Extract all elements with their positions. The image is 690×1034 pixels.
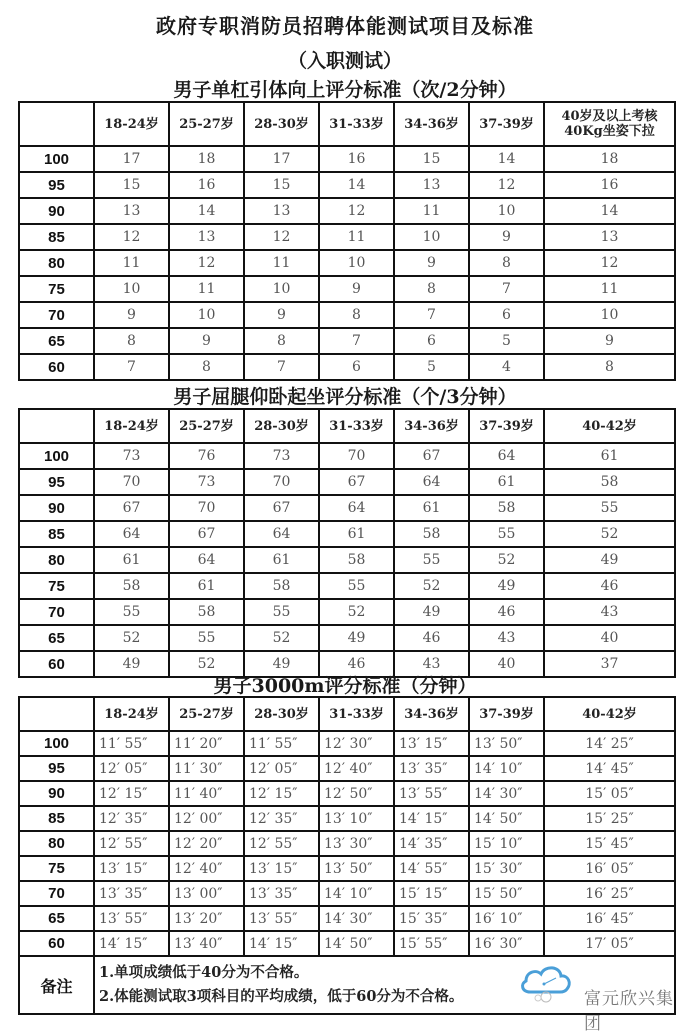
- table-row: [19, 250, 675, 276]
- table-header-row: [19, 102, 675, 146]
- value-cell: 15′ 25″: [544, 806, 675, 831]
- header-cell: 18-24岁: [94, 102, 169, 146]
- value-cell: 13: [544, 224, 675, 250]
- table-row: [19, 731, 675, 756]
- value-cell: 49: [394, 599, 469, 625]
- run3000-table-title: 男子3000m评分标准（分钟）: [213, 675, 477, 697]
- value-cell: 8: [544, 354, 675, 380]
- value-cell: 14′ 30″: [469, 781, 544, 806]
- value-cell: 12′ 55″: [244, 831, 319, 856]
- score-cell: 65: [19, 906, 94, 931]
- value-cell: 15: [244, 172, 319, 198]
- value-cell: 12: [169, 250, 244, 276]
- value-cell: 46: [469, 599, 544, 625]
- situp-standards-table: [18, 408, 676, 678]
- value-cell: 8: [394, 276, 469, 302]
- header-cell: 18-24岁: [94, 409, 169, 443]
- value-cell: 61: [544, 443, 675, 469]
- value-cell: 14′ 15″: [94, 931, 169, 956]
- value-cell: 11′ 55″: [94, 731, 169, 756]
- value-cell: 55: [469, 521, 544, 547]
- value-cell: 7: [394, 302, 469, 328]
- header-cell: 25-27岁: [169, 102, 244, 146]
- score-cell: 95: [19, 756, 94, 781]
- value-cell: 4: [469, 354, 544, 380]
- header-cell: 28-30岁: [244, 697, 319, 731]
- value-cell: 14′ 50″: [319, 931, 394, 956]
- value-cell: 73: [169, 469, 244, 495]
- value-cell: 13′ 10″: [319, 806, 394, 831]
- value-cell: 16′ 45″: [544, 906, 675, 931]
- table-row: [19, 276, 675, 302]
- header-cell: 34-36岁: [394, 697, 469, 731]
- score-cell: 100: [19, 443, 94, 469]
- value-cell: 37: [544, 651, 675, 677]
- value-cell: 67: [319, 469, 394, 495]
- header-cell: 40-42岁: [544, 409, 675, 443]
- value-cell: 64: [319, 495, 394, 521]
- value-cell: 11: [169, 276, 244, 302]
- value-cell: 8: [319, 302, 394, 328]
- header-cell: 25-27岁: [169, 697, 244, 731]
- note-item: 2.体能测试取3项科目的平均成绩，低于60分为不合格。: [99, 988, 464, 1005]
- score-cell: 85: [19, 806, 94, 831]
- value-cell: 12′ 15″: [94, 781, 169, 806]
- value-cell: 11: [94, 250, 169, 276]
- value-cell: 16: [169, 172, 244, 198]
- value-cell: 12: [94, 224, 169, 250]
- score-cell: 90: [19, 495, 94, 521]
- value-cell: 11′ 20″: [169, 731, 244, 756]
- value-cell: 49: [319, 625, 394, 651]
- value-cell: 58: [169, 599, 244, 625]
- value-cell: 58: [244, 573, 319, 599]
- value-cell: 12′ 05″: [244, 756, 319, 781]
- value-cell: 16′ 30″: [469, 931, 544, 956]
- value-cell: 13: [394, 172, 469, 198]
- table-row: [19, 756, 675, 781]
- table-row: [19, 495, 675, 521]
- table-row: [19, 224, 675, 250]
- value-cell: 55: [544, 495, 675, 521]
- score-cell: 85: [19, 224, 94, 250]
- value-cell: 40: [544, 625, 675, 651]
- table-row: [19, 172, 675, 198]
- value-cell: 64: [469, 443, 544, 469]
- value-cell: 11: [544, 276, 675, 302]
- value-cell: 13′ 40″: [169, 931, 244, 956]
- value-cell: 16: [319, 146, 394, 172]
- value-cell: 14: [319, 172, 394, 198]
- value-cell: 55: [319, 573, 394, 599]
- value-cell: 14′ 35″: [394, 831, 469, 856]
- header-cell-empty: [19, 697, 94, 731]
- value-cell: 7: [319, 328, 394, 354]
- header-cell-40plus: [544, 102, 675, 146]
- table-row: [19, 302, 675, 328]
- value-cell: 52: [319, 599, 394, 625]
- score-cell: 80: [19, 547, 94, 573]
- value-cell: 67: [394, 443, 469, 469]
- score-cell: 60: [19, 354, 94, 380]
- value-cell: 70: [169, 495, 244, 521]
- value-cell: 9: [94, 302, 169, 328]
- value-cell: 58: [544, 469, 675, 495]
- header-cell: 28-30岁: [244, 409, 319, 443]
- value-cell: 46: [394, 625, 469, 651]
- value-cell: 76: [169, 443, 244, 469]
- score-cell: 75: [19, 276, 94, 302]
- value-cell: 55: [394, 547, 469, 573]
- value-cell: 13′ 35″: [94, 881, 169, 906]
- value-cell: 15′ 10″: [469, 831, 544, 856]
- header-cell: 31-33岁: [319, 697, 394, 731]
- value-cell: 15′ 50″: [469, 881, 544, 906]
- value-cell: 13′ 50″: [319, 856, 394, 881]
- value-cell: 14: [169, 198, 244, 224]
- score-cell: 100: [19, 146, 94, 172]
- table-row: [19, 931, 675, 956]
- value-cell: 73: [94, 443, 169, 469]
- header-cell: 25-27岁: [169, 409, 244, 443]
- notes-label: 备注: [19, 956, 94, 1014]
- value-cell: 61: [94, 547, 169, 573]
- table-row: [19, 198, 675, 224]
- value-cell: 12′ 50″: [319, 781, 394, 806]
- value-cell: 14′ 15″: [244, 931, 319, 956]
- value-cell: 70: [244, 469, 319, 495]
- value-cell: 17′ 05″: [544, 931, 675, 956]
- value-cell: 16′ 25″: [544, 881, 675, 906]
- cloud-logo-icon: [516, 962, 580, 1008]
- value-cell: 14′ 55″: [394, 856, 469, 881]
- value-cell: 13′ 15″: [394, 731, 469, 756]
- value-cell: 5: [469, 328, 544, 354]
- value-cell: 12′ 35″: [244, 806, 319, 831]
- value-cell: 15′ 30″: [469, 856, 544, 881]
- table-header-row: [19, 697, 675, 731]
- score-cell: 80: [19, 831, 94, 856]
- situp-table-title: 男子屈腿仰卧起坐评分标准（个/3分钟）: [173, 386, 517, 408]
- value-cell: 12′ 35″: [94, 806, 169, 831]
- value-cell: 73: [244, 443, 319, 469]
- table-row: [19, 547, 675, 573]
- value-cell: 52: [169, 651, 244, 677]
- table-row: [19, 443, 675, 469]
- table-row: [19, 625, 675, 651]
- value-cell: 16′ 10″: [469, 906, 544, 931]
- header-cell-empty: [19, 102, 94, 146]
- value-cell: 70: [94, 469, 169, 495]
- value-cell: 12: [544, 250, 675, 276]
- score-cell: 70: [19, 599, 94, 625]
- pullup-table-title: 男子单杠引体向上评分标准（次/2分钟）: [173, 79, 517, 101]
- value-cell: 13: [169, 224, 244, 250]
- watermark-text: 富元欣兴集团: [584, 989, 674, 1034]
- value-cell: 10: [469, 198, 544, 224]
- value-cell: 7: [244, 354, 319, 380]
- value-cell: 15: [394, 146, 469, 172]
- value-cell: 7: [469, 276, 544, 302]
- watermark: [516, 962, 676, 1034]
- value-cell: 14: [544, 198, 675, 224]
- value-cell: 52: [544, 521, 675, 547]
- header-cell: 40-42岁: [544, 697, 675, 731]
- value-cell: 18: [544, 146, 675, 172]
- value-cell: 15′ 15″: [394, 881, 469, 906]
- table-row: [19, 146, 675, 172]
- value-cell: 16′ 05″: [544, 856, 675, 881]
- value-cell: 52: [469, 547, 544, 573]
- value-cell: 15′ 35″: [394, 906, 469, 931]
- value-cell: 16: [544, 172, 675, 198]
- value-cell: 58: [394, 521, 469, 547]
- value-cell: 8: [469, 250, 544, 276]
- document-title: 政府专职消防员招聘体能测试项目及标准: [156, 14, 534, 38]
- value-cell: 14′ 10″: [469, 756, 544, 781]
- value-cell: 61: [169, 573, 244, 599]
- value-cell: 52: [94, 625, 169, 651]
- value-cell: 8: [169, 354, 244, 380]
- value-cell: 10: [244, 276, 319, 302]
- value-cell: 55: [94, 599, 169, 625]
- value-cell: 10: [94, 276, 169, 302]
- value-cell: 13′ 55″: [94, 906, 169, 931]
- value-cell: 11: [244, 250, 319, 276]
- note-item: 1.单项成绩低于40分为不合格。: [99, 964, 309, 981]
- table-row: [19, 881, 675, 906]
- value-cell: 13′ 35″: [394, 756, 469, 781]
- value-cell: 10: [319, 250, 394, 276]
- value-cell: 12′ 05″: [94, 756, 169, 781]
- value-cell: 18: [169, 146, 244, 172]
- value-cell: 12′ 55″: [94, 831, 169, 856]
- value-cell: 14′ 10″: [319, 881, 394, 906]
- header-cell: 34-36岁: [394, 102, 469, 146]
- value-cell: 61: [319, 521, 394, 547]
- value-cell: 8: [244, 328, 319, 354]
- value-cell: 5: [394, 354, 469, 380]
- value-cell: 11′ 30″: [169, 756, 244, 781]
- table-row: [19, 354, 675, 380]
- value-cell: 12: [319, 198, 394, 224]
- value-cell: 64: [244, 521, 319, 547]
- value-cell: 49: [544, 547, 675, 573]
- table-row: [19, 831, 675, 856]
- document-subtitle: （入职测试）: [287, 50, 402, 72]
- score-cell: 100: [19, 731, 94, 756]
- value-cell: 43: [544, 599, 675, 625]
- table-header-row: [19, 409, 675, 443]
- value-cell: 10: [544, 302, 675, 328]
- value-cell: 13′ 20″: [169, 906, 244, 931]
- value-cell: 6: [319, 354, 394, 380]
- value-cell: 12′ 30″: [319, 731, 394, 756]
- score-cell: 65: [19, 328, 94, 354]
- value-cell: 64: [169, 547, 244, 573]
- header-cell: 31-33岁: [319, 102, 394, 146]
- value-cell: 43: [394, 651, 469, 677]
- value-cell: 64: [94, 521, 169, 547]
- value-cell: 49: [244, 651, 319, 677]
- value-cell: 17: [244, 146, 319, 172]
- score-cell: 75: [19, 573, 94, 599]
- header-cell: 31-33岁: [319, 409, 394, 443]
- header-line: 40岁及以上考核: [561, 109, 658, 124]
- value-cell: 9: [544, 328, 675, 354]
- score-cell: 60: [19, 651, 94, 677]
- header-cell: 28-30岁: [244, 102, 319, 146]
- value-cell: 67: [244, 495, 319, 521]
- value-cell: 40: [469, 651, 544, 677]
- header-cell: 18-24岁: [94, 697, 169, 731]
- value-cell: 13: [244, 198, 319, 224]
- value-cell: 61: [244, 547, 319, 573]
- score-cell: 80: [19, 250, 94, 276]
- value-cell: 8: [94, 328, 169, 354]
- value-cell: 14: [469, 146, 544, 172]
- table-row: [19, 573, 675, 599]
- value-cell: 6: [469, 302, 544, 328]
- value-cell: 43: [469, 625, 544, 651]
- table-row: [19, 806, 675, 831]
- value-cell: 13′ 35″: [244, 881, 319, 906]
- value-cell: 6: [394, 328, 469, 354]
- header-cell: 37-39岁: [469, 697, 544, 731]
- value-cell: 11′ 40″: [169, 781, 244, 806]
- value-cell: 13′ 00″: [169, 881, 244, 906]
- value-cell: 58: [94, 573, 169, 599]
- score-cell: 75: [19, 856, 94, 881]
- value-cell: 10: [394, 224, 469, 250]
- value-cell: 52: [394, 573, 469, 599]
- table-row: [19, 469, 675, 495]
- value-cell: 15′ 45″: [544, 831, 675, 856]
- value-cell: 49: [469, 573, 544, 599]
- value-cell: 9: [244, 302, 319, 328]
- score-cell: 85: [19, 521, 94, 547]
- header-cell: 34-36岁: [394, 409, 469, 443]
- value-cell: 15: [94, 172, 169, 198]
- value-cell: 13′ 15″: [244, 856, 319, 881]
- header-cell: 37-39岁: [469, 409, 544, 443]
- table-row: [19, 521, 675, 547]
- pullup-standards-table: [18, 101, 676, 381]
- value-cell: 52: [244, 625, 319, 651]
- value-cell: 13: [94, 198, 169, 224]
- value-cell: 7: [94, 354, 169, 380]
- value-cell: 12′ 20″: [169, 831, 244, 856]
- value-cell: 58: [319, 547, 394, 573]
- value-cell: 64: [394, 469, 469, 495]
- value-cell: 13′ 50″: [469, 731, 544, 756]
- value-cell: 12′ 40″: [319, 756, 394, 781]
- score-cell: 60: [19, 931, 94, 956]
- value-cell: 70: [319, 443, 394, 469]
- value-cell: 13′ 55″: [244, 906, 319, 931]
- value-cell: 61: [394, 495, 469, 521]
- value-cell: 11: [394, 198, 469, 224]
- value-cell: 10: [169, 302, 244, 328]
- value-cell: 49: [94, 651, 169, 677]
- value-cell: 11: [319, 224, 394, 250]
- value-cell: 14′ 30″: [319, 906, 394, 931]
- value-cell: 13′ 15″: [94, 856, 169, 881]
- value-cell: 11′ 55″: [244, 731, 319, 756]
- score-cell: 70: [19, 302, 94, 328]
- value-cell: 14′ 25″: [544, 731, 675, 756]
- value-cell: 13′ 30″: [319, 831, 394, 856]
- value-cell: 67: [169, 521, 244, 547]
- value-cell: 12′ 15″: [244, 781, 319, 806]
- score-cell: 95: [19, 469, 94, 495]
- value-cell: 55: [169, 625, 244, 651]
- value-cell: 12: [244, 224, 319, 250]
- score-cell: 70: [19, 881, 94, 906]
- value-cell: 12′ 00″: [169, 806, 244, 831]
- value-cell: 67: [94, 495, 169, 521]
- table-row: [19, 328, 675, 354]
- value-cell: 14′ 45″: [544, 756, 675, 781]
- value-cell: 46: [319, 651, 394, 677]
- value-cell: 17: [94, 146, 169, 172]
- header-line: 40Kg坐姿下拉: [564, 124, 655, 139]
- value-cell: 15′ 05″: [544, 781, 675, 806]
- table-row: [19, 781, 675, 806]
- value-cell: 12: [469, 172, 544, 198]
- table-row: [19, 906, 675, 931]
- value-cell: 12′ 40″: [169, 856, 244, 881]
- value-cell: 13′ 55″: [394, 781, 469, 806]
- value-cell: 15′ 55″: [394, 931, 469, 956]
- score-cell: 95: [19, 172, 94, 198]
- score-cell: 65: [19, 625, 94, 651]
- value-cell: 14′ 50″: [469, 806, 544, 831]
- value-cell: 9: [319, 276, 394, 302]
- value-cell: 14′ 15″: [394, 806, 469, 831]
- value-cell: 58: [469, 495, 544, 521]
- value-cell: 9: [394, 250, 469, 276]
- value-cell: 9: [169, 328, 244, 354]
- score-cell: 90: [19, 781, 94, 806]
- header-cell: 37-39岁: [469, 102, 544, 146]
- header-cell-empty: [19, 409, 94, 443]
- score-cell: 90: [19, 198, 94, 224]
- value-cell: 55: [244, 599, 319, 625]
- value-cell: 9: [469, 224, 544, 250]
- table-row: [19, 599, 675, 625]
- value-cell: 61: [469, 469, 544, 495]
- table-row: [19, 856, 675, 881]
- value-cell: 46: [544, 573, 675, 599]
